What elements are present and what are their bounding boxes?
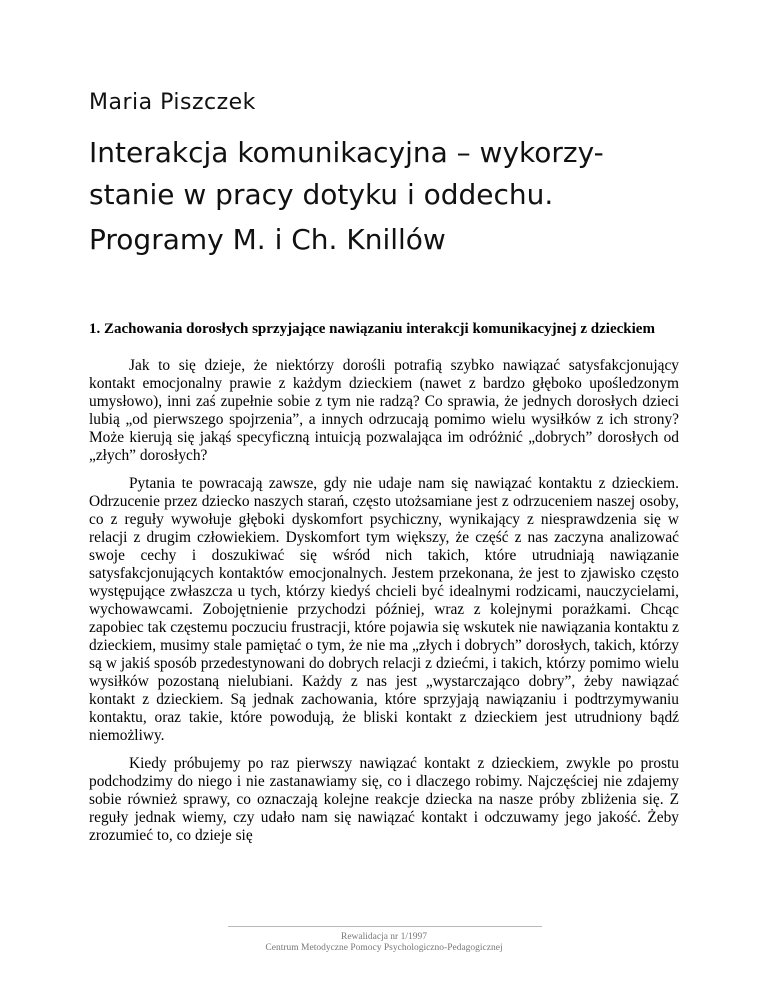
body-text xyxy=(89,357,679,855)
footer-publisher: Centrum Metodyczne Pomocy Psychologiczno-Pedagogicznej xyxy=(265,943,503,953)
paragraph: Pytania te powracają zawsze, gdy nie udaje nam się nawiązać kontaktu z dzieckiem. Odrzucenie przez dziecko naszych starań, często utożsamiane jest z odrzuceniem naszej osoby, co z reguły wywołuje głęboki dyskomfort psychiczny, wynikający z niesprawdzenia się w relacji z drugim człowiekiem. Dyskomfort tym większy, że część z nas zaczyna analizować swoje cechy i doszukiwać się wśród nich takich, które utrudniają nawiązanie satysfakcjonujących kontaktów emocjonalnych. Jestem przekonana, że jest to zjawisko często występujące zwłaszcza u tych, którzy kiedyś chcieli być idealnymi rodzicami, nauczycielami, wychowawcami. Zobojętnienie przychodzi później, wraz z kolejnymi porażkami. Chcąc zapobiec tak częstemu poczuciu frustracji, które pojawia się wskutek nie nawiązania kontaktu z dzieckiem, musimy stale pamiętać o tym, że nie ma „złych i dobrych” dorosłych, takich, którzy są w jakiś sposób przedestynowani do dobrych relacji z dziećmi, i takich, którzy pomimo wielu wysiłków pozostaną nielubiani. Każdy z nas jest „wystarczająco dobry”, żeby nawiązać kontakt z dzieckiem. Są jednak zachowania, które sprzyjają nawiązaniu i podtrzymywaniu kontaktu, oraz takie, które powodują, że bliski kontakt z dzieckiem jest utrudniony bądź niemożliwy. xyxy=(89,475,679,744)
document-subtitle: Programy M. i Ch. Knillów xyxy=(89,223,446,256)
section-heading: 1. Zachowania dorosłych sprzyjające nawiązaniu interakcji komunikacyjnej z dzieckiem xyxy=(89,321,655,337)
author-name: Maria Piszczek xyxy=(89,90,256,115)
footer-issue: Rewalidacja nr 1/1997 xyxy=(340,932,427,942)
document-title xyxy=(89,132,689,216)
footer-divider xyxy=(228,926,542,927)
paragraph: Jak to się dzieje, że niektórzy dorośli potrafią szybko nawiązać satysfakcjonujący kontakt emocjonalny prawie z każdym dzieckiem (nawet z bardzo głęboko upośledzonym umysłowo), inni zaś zupełnie sobie z tym nie radzą? Co sprawia, że jednych dorosłych dzieci lubią „od pierwszego spojrzenia”, a innych odrzucają pomimo wielu wysiłków z ich strony? Może kierują się jakąś specyficzną intuicją pozwalająca im odróżnić „dobrych” dorosłych od „złych” dorosłych? xyxy=(89,357,679,464)
title-line: Interakcja komunikacyjna – wykorzy- xyxy=(89,136,604,169)
title-line: stanie w pracy dotyku i oddechu. xyxy=(89,178,554,211)
page-footer xyxy=(0,932,768,954)
paragraph: Kiedy próbujemy po raz pierwszy nawiązać kontakt z dzieckiem, zwykle po prostu podchodzimy do niego i nie zastanawiamy się, co i dlaczego robimy. Najczęściej nie zdajemy sobie również sprawy, co oznaczają kolejne reakcje dziecka na nasze próby zbliżenia się. Z reguły jednak wiemy, czy udało nam się nawiązać kontakt i odczuwamy jego jakość. Żeby zrozumieć to, co dzieje się xyxy=(89,755,679,844)
